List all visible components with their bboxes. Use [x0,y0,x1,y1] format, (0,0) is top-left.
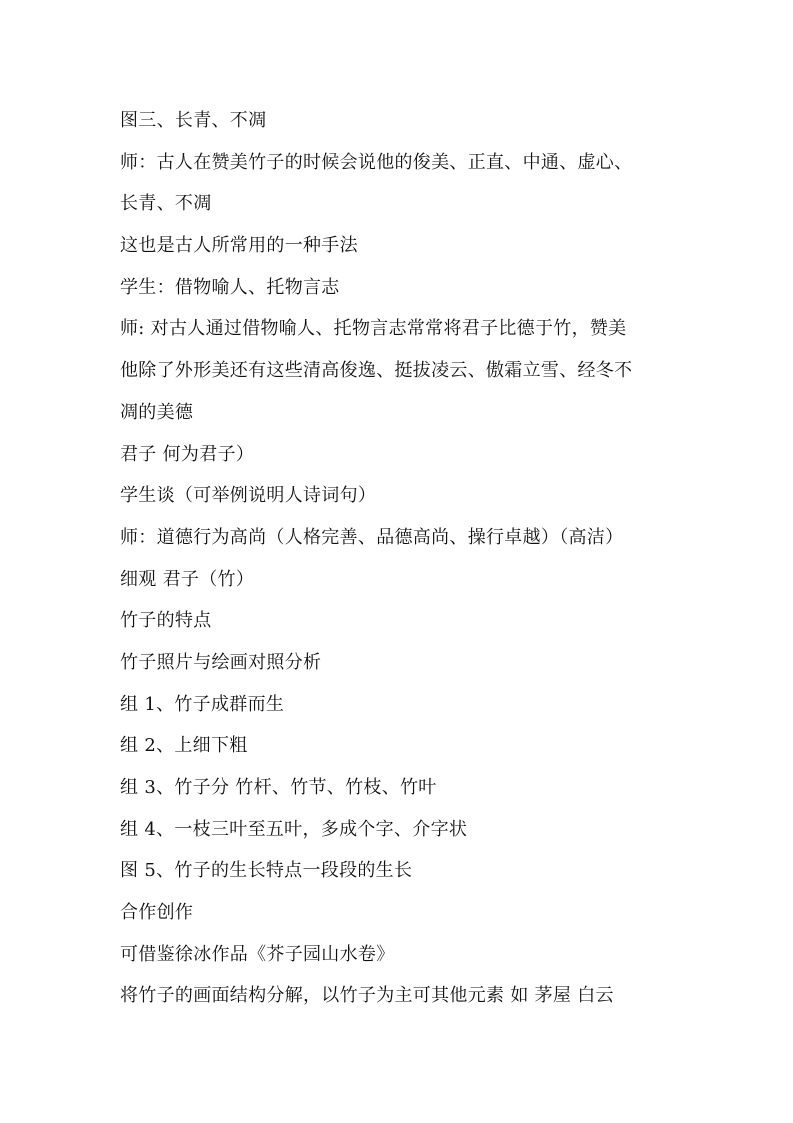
text-line: 图 5、竹子的生长特点一段段的生长 [120,860,413,882]
text-line: 组 4、一枝三叶至五叶，多成个字、介字状 [120,818,468,840]
text-line: 他除了外形美还有这些清高俊逸、挺拔凌云、傲霜立雪、经冬不 [120,360,633,382]
text-line: 学生：借物喻人、托物言志 [120,276,340,298]
text-line: 细观 君子（竹） [120,568,255,590]
text-line: 组 2、上细下粗 [120,735,248,757]
text-line: 可借鉴徐冰作品《芥子园山水卷》 [120,943,395,965]
text-line: 君子 何为君子） [120,443,255,465]
text-line: 竹子照片与绘画对照分析 [120,651,322,673]
document-body [120,100,690,1017]
text-line: 将竹子的画面结构分解，以竹子为主可其他元素 如 茅屋 白云 [120,985,614,1007]
text-line: 凋的美德 [120,401,194,423]
text-line: 师: 对古人通过借物喻人、托物言志常常将君子比德于竹，赞美 [120,318,627,340]
text-line: 这也是古人所常用的一种手法 [120,235,358,257]
text-line: 竹子的特点 [120,610,212,632]
text-line: 学生谈（可举例说明人诗词句） [120,485,377,507]
text-line: 组 1、竹子成群而生 [120,693,285,715]
text-line: 师：道德行为高尚（人格完善、品德高尚、操行卓越）（高洁） [120,526,624,548]
text-line: 图三、长青、不凋 [120,110,267,131]
text-line: 师：古人在赞美竹子的时候会说他的俊美、正直、中通、虚心、 [120,151,633,173]
text-line: 长青、不凋 [120,193,212,215]
text-line: 合作创作 [120,902,194,924]
text-line: 组 3、竹子分 竹杆、竹节、竹枝、竹叶 [120,777,437,798]
